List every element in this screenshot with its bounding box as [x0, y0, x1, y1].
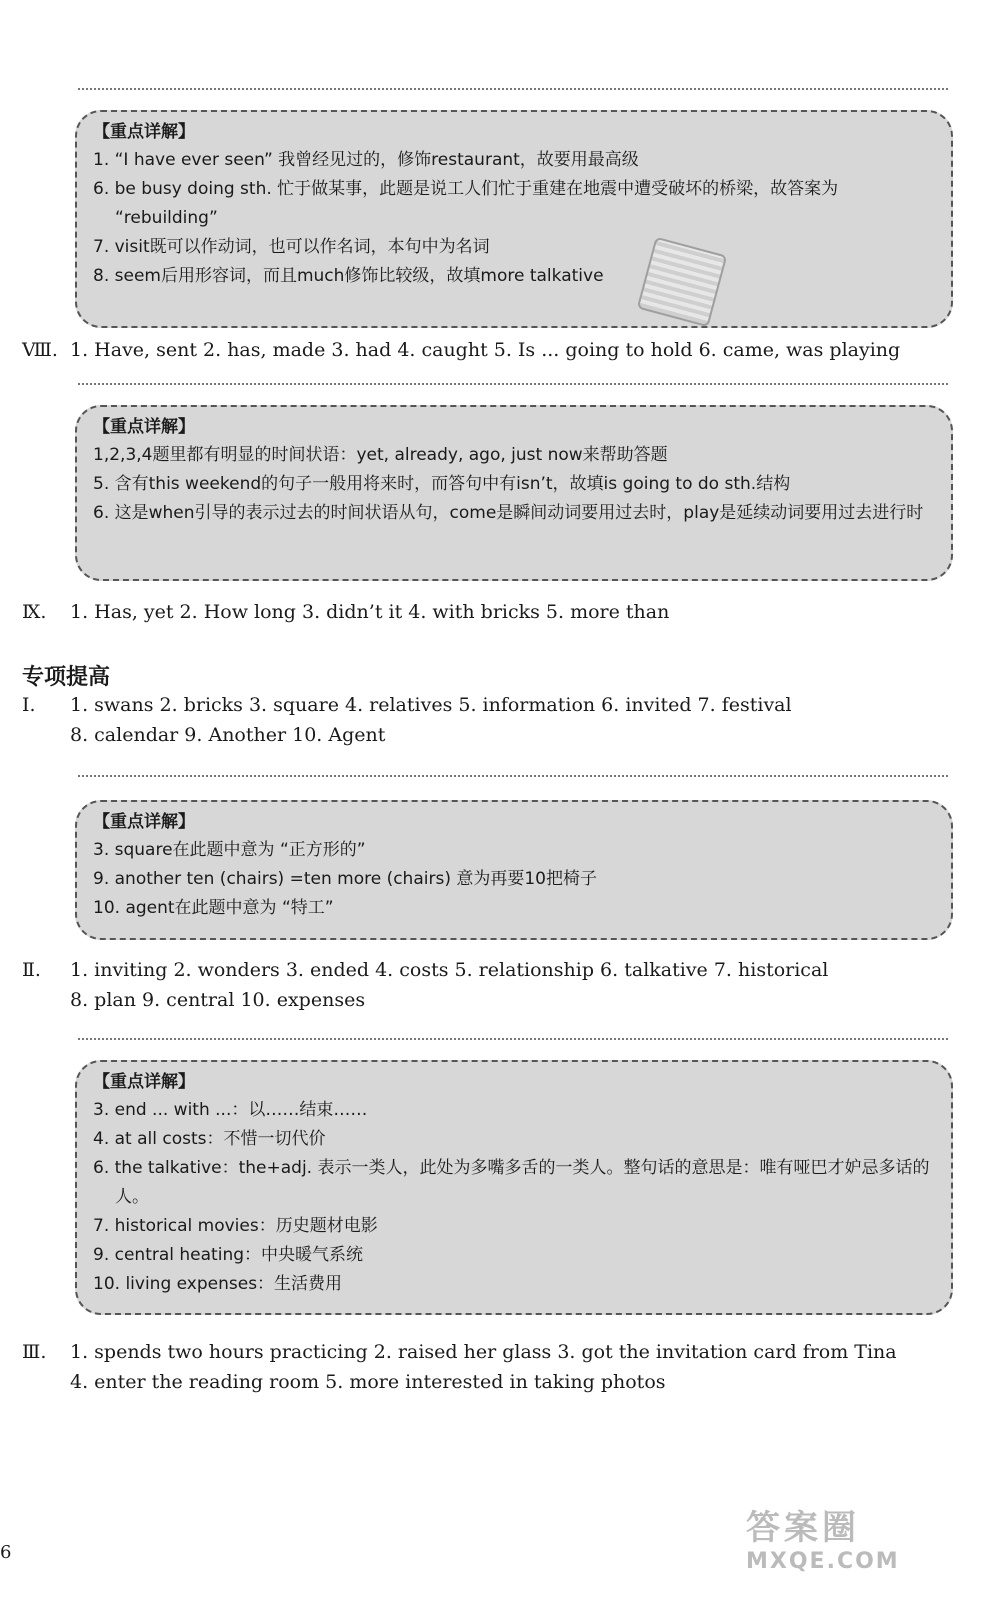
- explanation-line: 1. “I have ever seen” 我曾经见过的，修饰restaurant，故要用最高级: [93, 150, 639, 170]
- box-heading: 【重点详解】: [93, 122, 195, 142]
- answer-row-s3-cont: 4. enter the reading room 5. more interested in taking photos: [70, 1371, 666, 1393]
- answer-row-s2: [22, 955, 952, 985]
- question-label: Ⅲ.: [22, 1341, 47, 1363]
- box-heading: 【重点详解】: [93, 1072, 195, 1092]
- answer-text: 1. inviting 2. wonders 3. ended 4. costs 5. relationship 6. talkative 7. historical: [70, 959, 829, 981]
- dotted-divider: [78, 383, 948, 385]
- explanation-line: 8. seem后用形容词，而且much修饰比较级，故填more talkative: [93, 266, 604, 286]
- explanation-box-3: [75, 800, 953, 940]
- explanation-line: 9. central heating：中央暖气系统: [93, 1245, 364, 1265]
- answer-row-s1: [22, 690, 952, 720]
- explanation-line: 4. at all costs：不惜一切代价: [93, 1129, 326, 1149]
- explanation-box-2: [75, 405, 953, 581]
- explanation-line: 6. be busy doing sth. 忙于做某事，此题是说工人们忙于重建在地震中遭受破坏的桥梁，故答案为 “rebuilding”: [93, 179, 839, 228]
- explanation-line: 3. square在此题中意为 “正方形的”: [93, 840, 366, 860]
- answer-row-ix: [22, 597, 952, 627]
- question-label: Ⅷ.: [22, 339, 58, 361]
- dotted-divider: [78, 88, 948, 90]
- dotted-divider: [78, 775, 948, 777]
- answer-text: 1. Have, sent 2. has, made 3. had 4. caught 5. Is ... going to hold 6. came, was playing: [70, 339, 901, 361]
- explanation-box-1: [75, 110, 953, 328]
- answer-row-s1-cont: 8. calendar 9. Another 10. Agent: [70, 724, 386, 746]
- box-heading: 【重点详解】: [93, 812, 195, 832]
- explanation-line: 1,2,3,4题里都有明显的时间状语：yet, already, ago, just now来帮助答题: [93, 445, 668, 465]
- explanation-line: 9. another ten (chairs) =ten more (chairs) 意为再要10把椅子: [93, 869, 597, 889]
- section-title: 专项提高: [22, 665, 111, 690]
- question-label: Ⅱ.: [22, 959, 41, 981]
- watermark-url: MXQE.COM: [746, 1549, 900, 1574]
- explanation-line: 5. 含有this weekend的句子一般用将来时，而答句中有isn’t，故填is going to do sth.结构: [93, 474, 791, 494]
- question-label: Ⅰ.: [22, 694, 36, 716]
- explanation-line: 6. 这是when引导的表示过去的时间状语从句，come是瞬间动词要用过去时，play是延续动词要用过去进行时: [93, 503, 924, 523]
- answer-text: 1. Has, yet 2. How long 3. didn’t it 4. with bricks 5. more than: [70, 601, 670, 623]
- explanation-line: 7. visit既可以作动词，也可以作名词，本句中为名词: [93, 237, 490, 257]
- answer-row-s2-cont: 8. plan 9. central 10. expenses: [70, 989, 366, 1011]
- explanation-line: 6. the talkative：the+adj. 表示一类人，此处为多嘴多舌的一类人。整句话的意思是：唯有哑巴才妒忌多话的人。: [93, 1158, 930, 1207]
- explanation-box-4: [75, 1060, 953, 1315]
- explanation-line: 10. living expenses：生活费用: [93, 1274, 343, 1294]
- watermark-logo: [746, 1500, 966, 1580]
- question-label: Ⅸ.: [22, 601, 47, 623]
- answer-text: 1. swans 2. bricks 3. square 4. relatives 5. information 6. invited 7. festival: [70, 694, 792, 716]
- answer-text: 1. spends two hours practicing 2. raised her glass 3. got the invitation card from Tina: [70, 1341, 897, 1363]
- explanation-line: 3. end ... with ...：以……结束……: [93, 1100, 368, 1120]
- dotted-divider: [78, 1038, 948, 1040]
- answer-row-s3: [22, 1337, 952, 1367]
- explanation-line: 10. agent在此题中意为 “特工”: [93, 898, 334, 918]
- page-number: 6: [0, 1542, 12, 1563]
- explanation-line: 7. historical movies：历史题材电影: [93, 1216, 378, 1236]
- watermark-text: 答案圈: [746, 1508, 860, 1548]
- answer-row-viii: [22, 335, 952, 365]
- box-heading: 【重点详解】: [93, 417, 195, 437]
